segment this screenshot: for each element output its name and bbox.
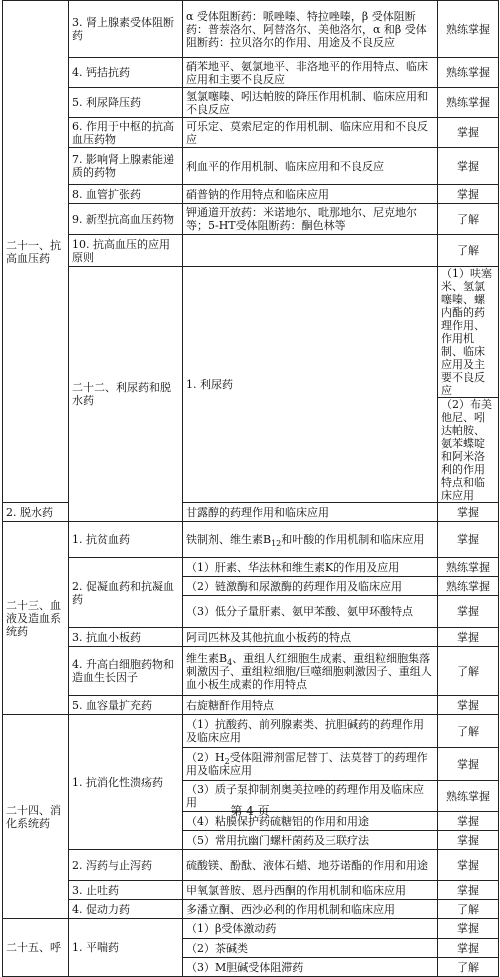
drug-category-cell: 5. 利尿降压药 bbox=[69, 88, 183, 118]
requirement-level-cell: 掌握 bbox=[438, 748, 499, 781]
requirement-level-cell: 熟练掌握 bbox=[438, 558, 499, 577]
requirement-level-cell: 掌握 bbox=[438, 881, 499, 900]
requirement-level-cell: 掌握 bbox=[438, 850, 499, 881]
system-category-cell: 二十五、呼 bbox=[3, 919, 69, 977]
requirement-level-cell: 掌握 bbox=[438, 831, 499, 850]
content-cell: 硝普钠的作用特点和临床应用 bbox=[183, 185, 438, 204]
requirement-level-cell: 掌握 bbox=[438, 596, 499, 628]
content-cell: $(2)H_2$受体阻滞剂雷尼替丁、法莫替丁的药理作用及临床应用 bbox=[183, 748, 438, 781]
requirement-level-cell: 了解 bbox=[438, 235, 499, 267]
requirement-level-cell: 掌握 bbox=[438, 628, 499, 647]
requirement-level-cell: 掌握 bbox=[438, 148, 499, 185]
requirement-level-cell: 掌握 bbox=[438, 696, 499, 715]
drug-category-cell: 4. 升高白细胞药物和造血生长因子 bbox=[69, 647, 183, 696]
drug-category-cell: 1. 抗消化性溃疡药 bbox=[69, 715, 183, 850]
table-row bbox=[3, 696, 499, 715]
drug-category-cell: 1. 利尿药 bbox=[183, 267, 438, 503]
table-row bbox=[3, 118, 499, 148]
content-cell: （1）肝素、华法林和维生素K的作用及应用 bbox=[183, 558, 438, 577]
table-row bbox=[3, 1, 499, 58]
content-cell: 硝苯地平、氨氯地平、非洛地平的作用特点、临床应用和主要不良反应 bbox=[183, 58, 438, 88]
table-row bbox=[3, 558, 499, 577]
content-cell: 氢氯噻嗪、吲达帕胺的降压作用机制、临床应用和不良反应 bbox=[183, 88, 438, 118]
drug-category-cell: 6. 作用于中枢的抗高血压药物 bbox=[69, 118, 183, 148]
drug-category-cell: 8. 血管扩张药 bbox=[69, 185, 183, 204]
table-row bbox=[3, 522, 499, 558]
content-cell: （5）常用抗幽门螺杆菌药及三联疗法 bbox=[183, 831, 438, 850]
requirement-level-cell: 掌握 bbox=[438, 522, 499, 558]
drug-category-cell: 2. 泻药与止泻药 bbox=[69, 850, 183, 881]
drug-category-cell: 3. 止吐药 bbox=[69, 881, 183, 900]
content-cell: （2）链激酶和尿激酶的药理作用及临床应用 bbox=[183, 577, 438, 596]
requirement-level-cell: 熟练掌握 bbox=[438, 577, 499, 596]
requirement-level-cell: 了解 bbox=[438, 647, 499, 696]
content-cell: 甘露醇的药理作用和临床应用 bbox=[183, 503, 438, 522]
content-cell: α 受体阻断药：哌唑嗪、特拉唑嗪，β 受体阻断药：普萘洛尔、阿替洛尔、美他洛尔，α 和β 受体阻断药：拉贝洛尔的作用、用途及不良反应 bbox=[183, 1, 438, 58]
content-cell: 右旋糖酐作用特点 bbox=[183, 696, 438, 715]
drug-category-cell: 5. 血容量扩充药 bbox=[69, 696, 183, 715]
table-row bbox=[3, 628, 499, 647]
drug-category-cell: 2. 促凝血药和抗凝血药 bbox=[69, 558, 183, 628]
requirement-level-cell: 熟练掌握 bbox=[438, 58, 499, 88]
drug-category-cell: 3. 抗血小板药 bbox=[69, 628, 183, 647]
table-row bbox=[3, 647, 499, 696]
content-cell: （2）茶碱类 bbox=[183, 939, 438, 958]
requirement-level-cell: 了解 bbox=[438, 958, 499, 977]
content-cell: （3）低分子量肝素、氨甲苯酸、氨甲环酸特点 bbox=[183, 596, 438, 628]
drug-category-cell: 4. 促动力药 bbox=[69, 900, 183, 919]
content-cell: （3）M胆碱受体阻滞药 bbox=[183, 958, 438, 977]
content-cell: （3）质子泵抑制剂奥美拉唑的药理作用及临床应用 bbox=[183, 781, 438, 812]
drug-category-cell: 3. 肾上腺素受体阻断药 bbox=[69, 1, 183, 58]
content-cell: 可乐定、莫索尼定的作用机制、临床应用和不良反应 bbox=[183, 118, 438, 148]
table-row bbox=[3, 919, 499, 939]
table-row bbox=[3, 850, 499, 881]
syllabus-table bbox=[2, 0, 499, 977]
table-row bbox=[3, 235, 499, 267]
table-row bbox=[3, 58, 499, 88]
system-category-cell: 二十二、利尿药和脱水药 bbox=[69, 267, 183, 522]
requirement-level-cell: 了解 bbox=[438, 715, 499, 748]
system-category-cell: 二十一、抗高血压药 bbox=[3, 1, 69, 503]
drug-category-cell: 7. 影响肾上腺素能递质的药物 bbox=[69, 148, 183, 185]
content-cell: 钾通道开放药：米诺地尔、吡那地尔、尼克地尔等；5-HT受体阻断药：酮色林等 bbox=[183, 204, 438, 235]
requirement-level-cell: 掌握 bbox=[438, 185, 499, 204]
content-cell: （4）粘膜保护药硫糖铝的作用和用途 bbox=[183, 812, 438, 831]
content-cell: 硫酸镁、酚酞、液体石蜡、地芬诺酯的作用和用途 bbox=[183, 850, 438, 881]
table-row bbox=[3, 267, 499, 398]
requirement-level-cell: 了解 bbox=[438, 900, 499, 919]
drug-category-cell: 10. 抗高血压的应用原则 bbox=[69, 235, 183, 267]
content-cell: （1）β受体激动药 bbox=[183, 919, 438, 939]
content-cell: 维生素$B_4$、重组人红细胞生成素、重组粒细胞集落刺激因子、重组粒细胞/巨噬细胞刺激因子、重组人血小板生成素的作用特点 bbox=[183, 647, 438, 696]
content-cell bbox=[183, 235, 438, 267]
drug-category-cell: 2. 脱水药 bbox=[3, 503, 69, 522]
table-row bbox=[3, 88, 499, 118]
content-cell: 甲氧氯普胺、恩丹西酮的作用机制和临床应用 bbox=[183, 881, 438, 900]
requirement-level-cell: 掌握 bbox=[438, 503, 499, 522]
system-category-cell: 二十三、血液及造血系统药 bbox=[3, 522, 69, 715]
requirement-level-cell: 掌握 bbox=[438, 919, 499, 939]
system-category-cell: 二十四、消化系统药 bbox=[3, 715, 69, 919]
table-row bbox=[3, 900, 499, 919]
page-number: 第 4 页 bbox=[230, 804, 270, 818]
requirement-level-cell: 熟练掌握 bbox=[438, 88, 499, 118]
content-cell: 铁制剂、维生素$B_{12}$和叶酸的作用机制和临床应用 bbox=[183, 522, 438, 558]
table-row bbox=[3, 204, 499, 235]
content-cell: （1）抗酸药、前列腺素类、抗胆碱药的药理作用及临床应用 bbox=[183, 715, 438, 748]
content-cell: （1）呋塞米、氢氯噻嗪、螺内酯的药理作用、作用机制、临床应用及主要不良反应 bbox=[438, 267, 499, 398]
content-cell: 利血平的作用机制、临床应用和不良反应 bbox=[183, 148, 438, 185]
requirement-level-cell: 掌握 bbox=[438, 812, 499, 831]
content-cell: （2）布美他尼、吲达帕胺、氨苯蝶啶和阿米洛利的作用特点和临床应用 bbox=[438, 398, 499, 503]
drug-category-cell: 9. 新型抗高血压药物 bbox=[69, 204, 183, 235]
table-row bbox=[3, 881, 499, 900]
requirement-level-cell: 掌握 bbox=[438, 118, 499, 148]
drug-category-cell: 1. 抗贫血药 bbox=[69, 522, 183, 558]
drug-category-cell: 1. 平喘药 bbox=[69, 919, 183, 977]
drug-category-cell: 4. 钙拮抗药 bbox=[69, 58, 183, 88]
content-cell: 阿司匹林及其他抗血小板药的特点 bbox=[183, 628, 438, 647]
table-row bbox=[3, 715, 499, 748]
table-row bbox=[3, 148, 499, 185]
requirement-level-cell: 熟练掌握 bbox=[438, 781, 499, 812]
requirement-level-cell: 掌握 bbox=[438, 939, 499, 958]
syllabus-table-body bbox=[3, 1, 499, 977]
content-cell: 多潘立酮、西沙必利的作用机制和临床应用 bbox=[183, 900, 438, 919]
requirement-level-cell: 熟练掌握 bbox=[438, 1, 499, 58]
table-row bbox=[3, 185, 499, 204]
requirement-level-cell: 了解 bbox=[438, 204, 499, 235]
